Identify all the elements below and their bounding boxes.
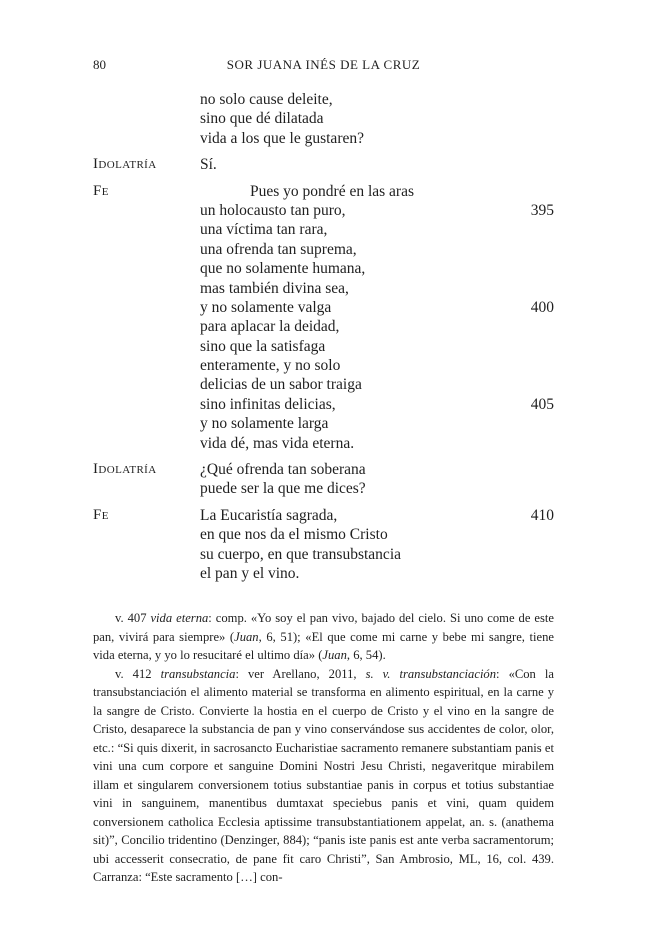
verse-line <box>0 90 650 109</box>
line-number: 400 <box>530 298 554 316</box>
verse-line <box>0 279 650 298</box>
verse-text: sino que la satisfaga <box>200 337 326 355</box>
verse-line <box>0 395 650 414</box>
verse-line <box>0 129 650 148</box>
verse-block <box>0 90 650 583</box>
verse-line <box>0 460 650 479</box>
verse-text: en que nos da el mismo Cristo <box>200 526 388 544</box>
verse-text: sino infinitas delicias, <box>200 395 336 413</box>
verse-text: no solo cause deleite, <box>200 91 333 108</box>
verse-text: Sí. <box>200 156 217 174</box>
line-number: 405 <box>530 395 554 413</box>
footnote-italic: Juan <box>322 648 347 662</box>
footnote-italic: Juan <box>234 629 259 644</box>
verse-text: una víctima tan rara, <box>200 221 328 239</box>
verse-text: un holocausto tan puro, <box>200 201 346 219</box>
footnote-text: : «Con la transubstanciación el alimento material se transforma en alimento espiritual, en la carne y la sangre de Cristo. Convierte la hostia en el cuerpo de Cristo y el vino en la sangre de Cristo, desaparece la substancia de pan y vino conservándose sus accidentes de color, olor, etc.: “Si quis dixerit, in sacrosancto Eucharistiae sacramento remanere substantiam panis et vini una cum corpore et sanguine Domini Nostri Jesu Christi, negaveritque mirabilem illam et singularem conversionem totius substantiae panis in corpus et totius substantiae vini in sanguinem, manentibus dumtaxat speciebus panis et vini, quam quidem conversionem catholica Ecclesia aptissime transubstantiationem appelat, an. s. (anathema sit)”, Concilio tridentino (Denzinger, 884); “panis iste panis est ante verba sacramentorum; ubi accesserit consecratio, de pane fit caro Christi”, San Ambrosio, ML, 16, col. 439. Carranza: “Este sacramento […] con- <box>93 666 554 884</box>
verse-text: y no solamente larga <box>200 415 329 433</box>
running-head <box>93 57 554 77</box>
verse-text: sino que dé dilatada <box>200 110 324 128</box>
verse-line <box>0 479 650 498</box>
footnote-ref: v. 412 <box>115 666 161 681</box>
footnote-italic: s. v. transubstanciación <box>365 666 497 681</box>
footnote <box>93 665 554 887</box>
verse-line <box>0 201 650 220</box>
line-number: 410 <box>530 506 554 524</box>
verse-line <box>0 220 650 239</box>
verse-line <box>0 506 650 525</box>
verse-line <box>0 337 650 356</box>
verse-line <box>0 109 650 128</box>
verse-line <box>0 317 650 336</box>
verse-text: puede ser la que me dices? <box>200 480 366 498</box>
running-title: SOR JUANA INÉS DE LA CRUZ <box>226 57 421 72</box>
verse-line <box>0 564 650 583</box>
verse-line <box>0 298 650 317</box>
verse-line <box>0 259 650 278</box>
verse-line <box>0 414 650 433</box>
line-number: 395 <box>530 201 554 219</box>
speaker-label: Idolatría <box>93 156 157 173</box>
verse-text: su cuerpo, en que transubstancia <box>200 545 402 563</box>
verse-line <box>0 182 650 201</box>
verse-text: Pues yo pondré en las aras <box>250 182 414 200</box>
footnote-term: transubstancia <box>160 666 236 681</box>
footnote-text: , 6, 51); «El que come mi carne y bebe mi sangre, tiene vida eterna, y yo lo resucitaré el ultimo día» ( <box>93 629 555 662</box>
verse-text: ¿Qué ofrenda tan soberana <box>200 461 366 479</box>
verse-text: enteramente, y no solo <box>200 357 341 375</box>
verse-text: y no solamente valga <box>200 298 332 316</box>
speaker-label: Idolatría <box>93 461 157 478</box>
verse-line <box>0 240 650 259</box>
verse-line <box>0 525 650 544</box>
verse-line <box>0 155 650 174</box>
verse-text: una ofrenda tan suprema, <box>200 240 357 258</box>
footnote-ref: v. 407 <box>115 611 151 625</box>
verse-text: delicias de un sabor traiga <box>200 376 362 394</box>
footnote <box>93 609 554 665</box>
footnote-text: : comp. «Yo soy el pan vivo, bajado del cielo. Si uno come de este pan, vivirá para siempre» ( <box>93 611 554 644</box>
footnote-text: : ver Arellano, 2011, <box>235 666 366 681</box>
verse-line <box>0 375 650 394</box>
speaker-label: Fe <box>93 182 109 199</box>
verse-text: La Eucaristía sagrada, <box>200 506 338 524</box>
verse-text: que no solamente humana, <box>200 260 366 278</box>
verse-text: vida a los que le gustaren? <box>200 129 364 147</box>
verse-text: vida dé, mas vida eterna. <box>200 434 355 452</box>
footnotes <box>93 609 554 887</box>
verse-text: el pan y el vino. <box>200 564 300 582</box>
speaker-label: Fe <box>93 506 109 523</box>
verse-line <box>0 545 650 564</box>
verse-text: mas también divina sea, <box>200 279 349 297</box>
footnote-term: vida eterna <box>150 611 209 625</box>
verse-line <box>0 356 650 375</box>
verse-line <box>0 434 650 453</box>
footnote-text: , 6, 54). <box>346 648 386 662</box>
page-number: 80 <box>93 57 106 72</box>
verse-text: para aplacar la deidad, <box>200 318 340 336</box>
